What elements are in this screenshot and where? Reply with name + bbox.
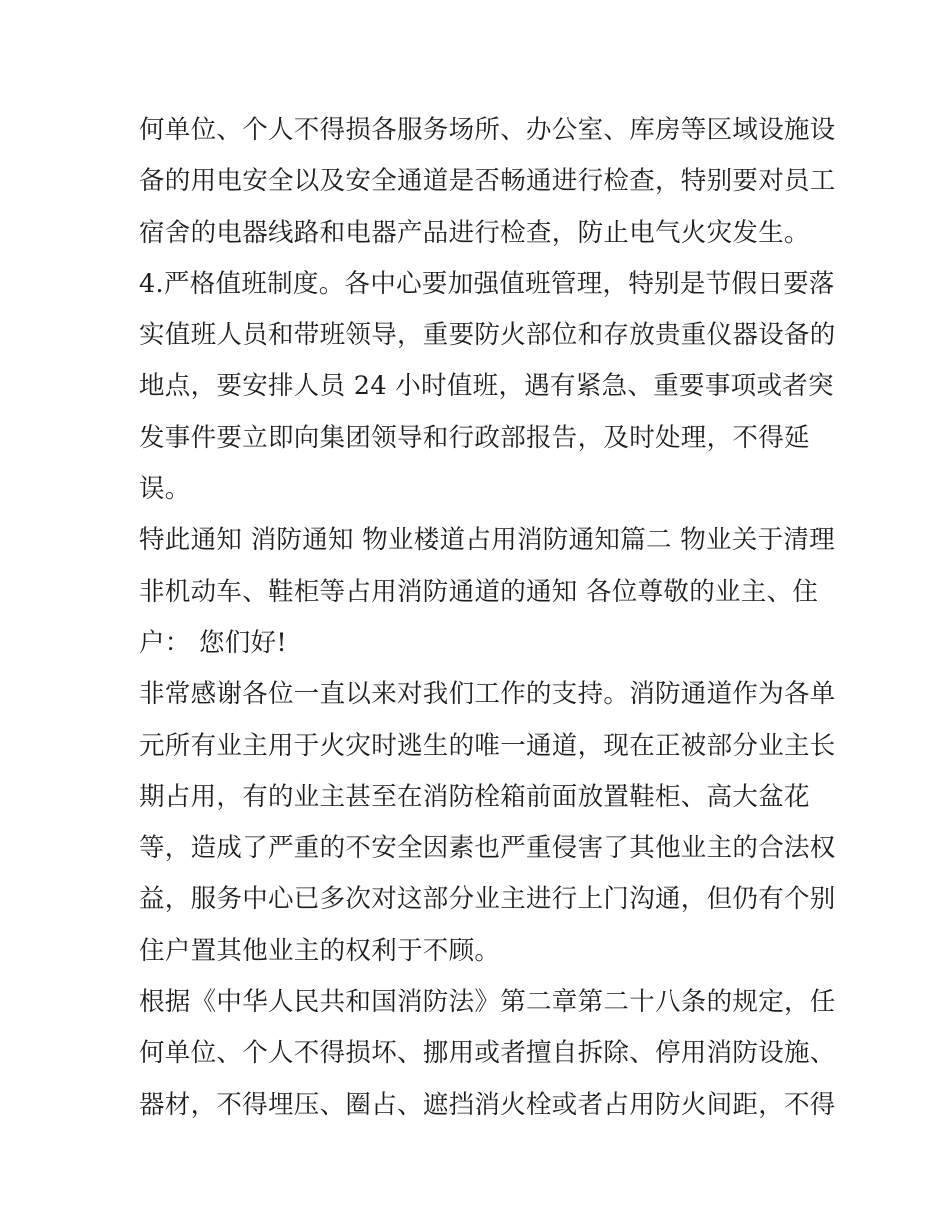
text-line: 何单位、个人不得损坏、挪用或者擅自拆除、停用消防设施、 [139,1038,836,1069]
text-line: 4.严格值班制度。各中心要加强值班管理，特别是节假日要落 [139,268,835,299]
text-line: 误。 [139,474,191,505]
text-line: 器材，不得埋压、圈占、遮挡消火栓或者占用防火间距，不得 [139,1089,836,1120]
text-line: 期占用，有的业主甚至在消防栓箱前面放置鞋柜、高大盆花 [139,781,810,812]
text-line: 根据《中华人民共和国消防法》第二章第二十八条的规定，任 [139,987,836,1018]
text-line: 实值班人员和带班领导，重要防火部位和存放贵重仪器设备的 [139,320,836,351]
text-line: 发事件要立即向集团领导和行政部报告，及时处理，不得延 [139,422,810,453]
text-line: 何单位、个人不得损各服务场所、办公室、库房等区域设施设 [139,115,836,145]
text-line: 备的用电安全以及安全通道是否畅通进行检查，特别要对员工 [139,166,836,197]
text-line: 地点，要安排人员 24 小时值班，遇有紧急、重要事项或者突 [139,371,834,402]
text-line: 特此通知 消防通知 物业楼道占用消防通知篇二 物业关于清理 [139,525,836,556]
text-line: 等，造成了严重的不安全因素也严重侵害了其他业主的合法权 [139,833,836,864]
text-line: 宿舍的电器线路和电器产品进行检查，防止电气火灾发生。 [139,217,810,248]
text-line: 非机动车、鞋柜等占用消防通道的通知 各位尊敬的业主、住 [139,576,819,607]
document-body [139,105,836,1131]
text-line: 住户置其他业主的权利于不顾。 [139,935,501,966]
text-line: 非常感谢各位一直以来对我们工作的支持。消防通道作为各单 [139,679,836,710]
text-line: 益，服务中心已多次对这部分业主进行上门沟通，但仍有个别 [139,884,836,915]
text-line: 元所有业主用于火灾时逃生的唯一通道，现在正被部分业主长 [139,730,836,761]
text-line: 户： 您们好! [139,627,287,658]
